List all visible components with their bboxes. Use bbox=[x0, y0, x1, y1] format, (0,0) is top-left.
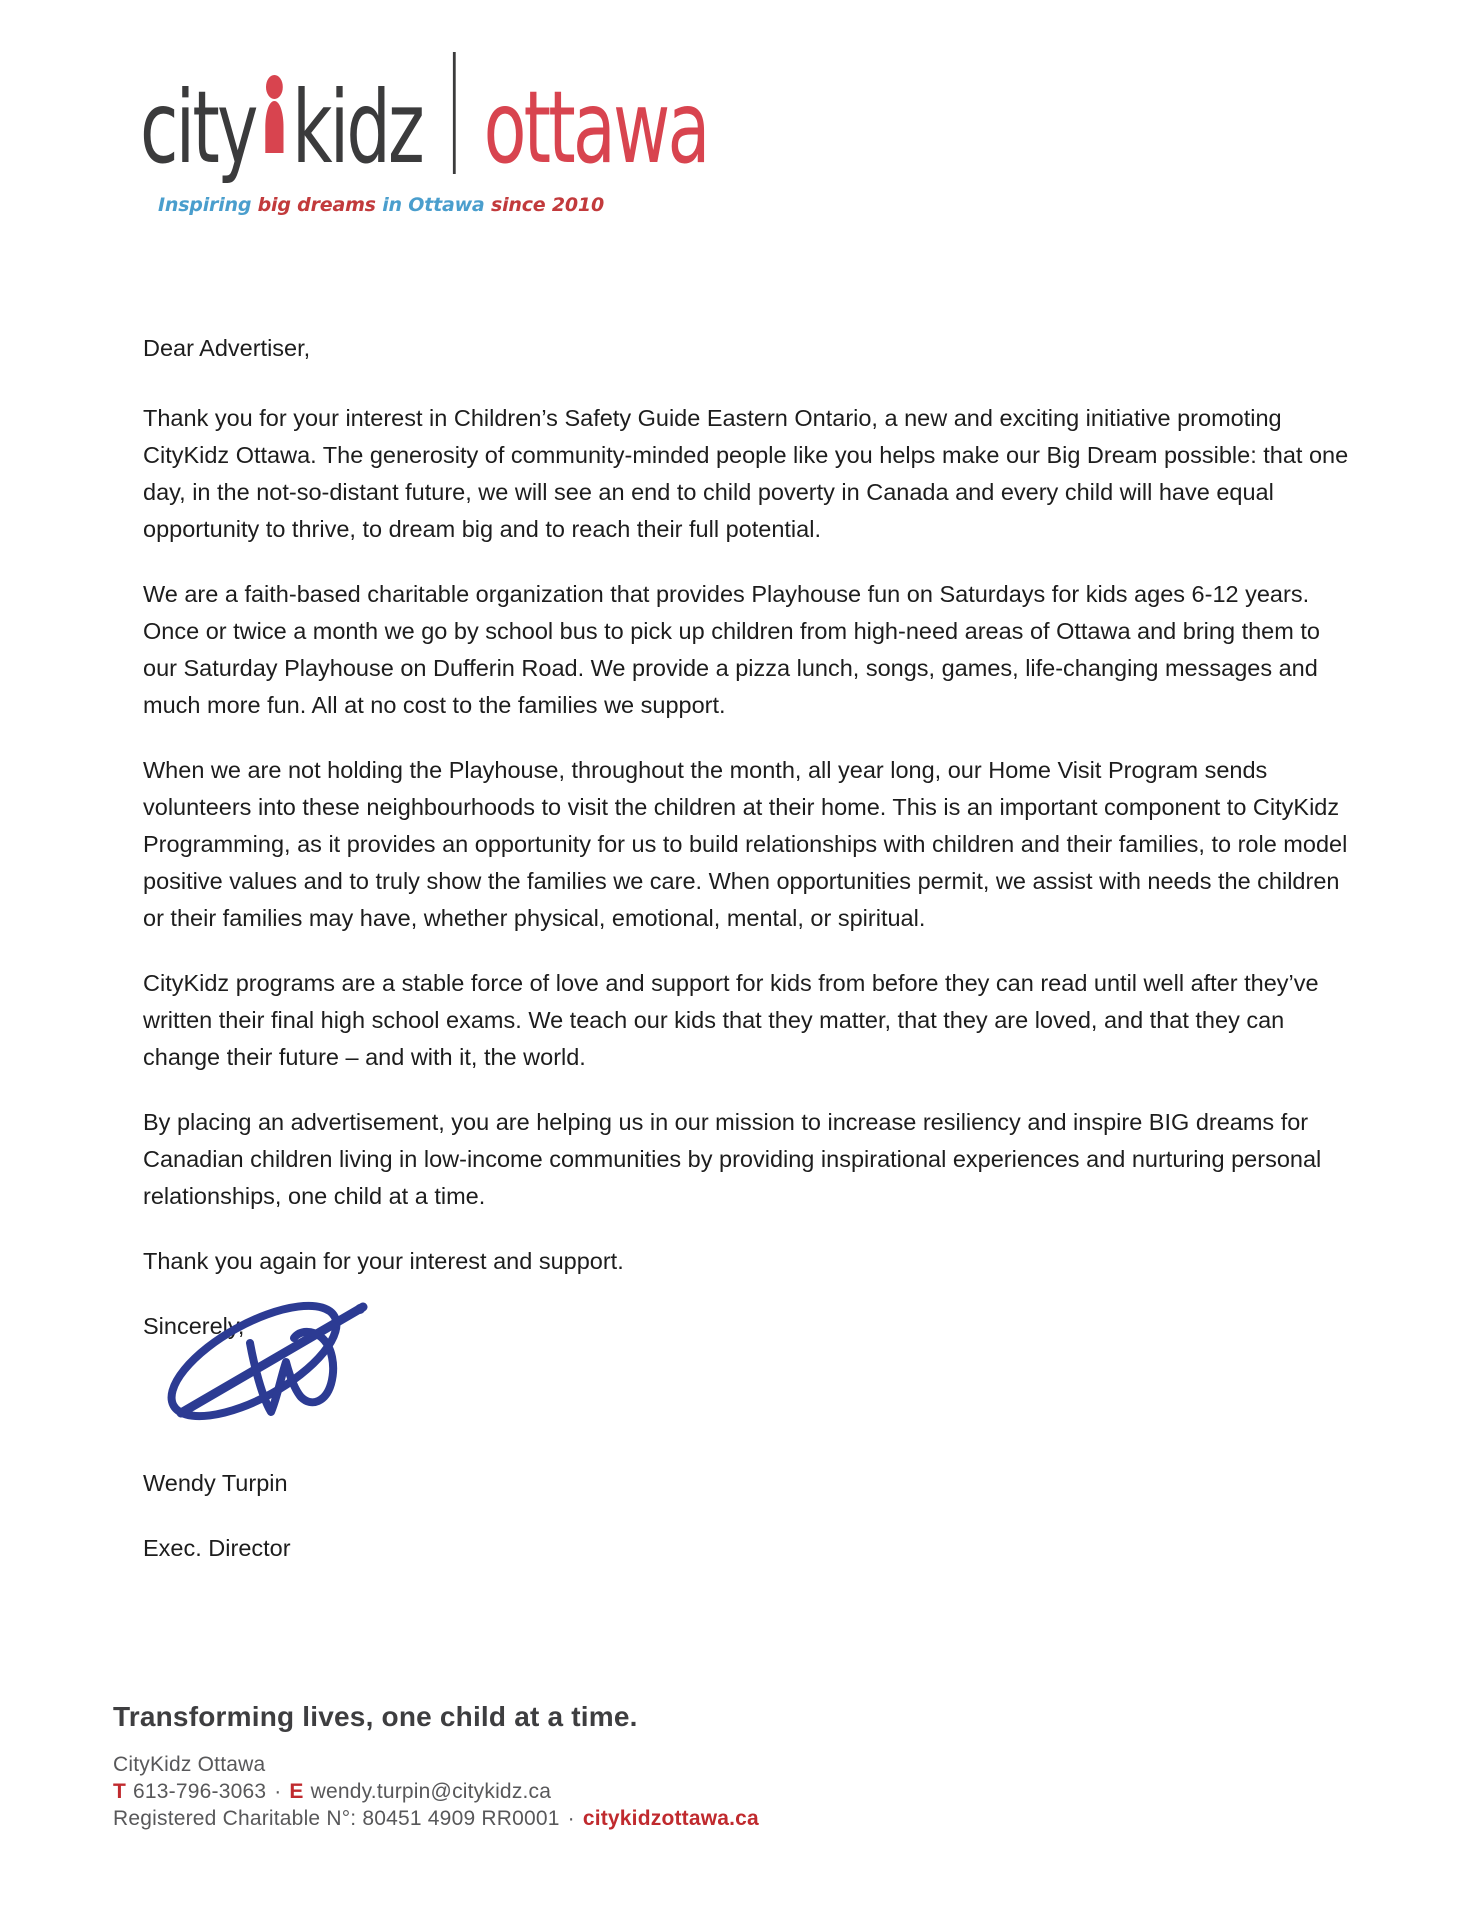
logo-city-text: city bbox=[140, 69, 256, 186]
logo-divider bbox=[453, 52, 456, 174]
tagline-part-3: in Ottawa bbox=[382, 194, 491, 216]
person-icon bbox=[259, 75, 290, 158]
signature-block bbox=[143, 1345, 1355, 1465]
separator-dot: · bbox=[274, 1780, 282, 1803]
footer bbox=[113, 1700, 759, 1832]
paragraph-2: We are a faith-based charitable organization that provides Playhouse fun on Saturdays for kids ages 6-12 years. Once or twice a month we go by school bus to pick up children from high-need areas of Ottawa and bring them to our Saturday Playhouse on Dufferin Road. We provide a pizza lunch, songs, games, life-changing messages and much more fun. All at no cost to the families we support. bbox=[143, 581, 1320, 718]
salutation: Dear Advertiser, bbox=[143, 335, 311, 361]
phone-number: 613-796-3063 bbox=[133, 1780, 267, 1803]
tagline-part-4: since 2010 bbox=[490, 194, 604, 216]
closing: Sincerely, bbox=[143, 1313, 245, 1339]
separator-dot: · bbox=[567, 1807, 575, 1830]
logo-tagline bbox=[140, 194, 951, 216]
signer-name: Wendy Turpin bbox=[143, 1470, 288, 1496]
signer-title: Exec. Director bbox=[143, 1535, 291, 1561]
charity-number: Registered Charitable N°: 80451 4909 RR0001 bbox=[113, 1807, 560, 1830]
signature-image bbox=[139, 1285, 429, 1485]
footer-tagline: Transforming lives, one child at a time. bbox=[113, 1701, 638, 1732]
paragraph-6: Thank you again for your interest and support. bbox=[143, 1248, 624, 1274]
tagline-part-2: big dreams bbox=[257, 194, 383, 216]
paragraph-4: CityKidz programs are a stable force of love and support for kids from before they can read until well after they’ve written their final high school exams. We teach our kids that they matter, that they are loved, and that they can change their future – and with it, the world. bbox=[143, 970, 1319, 1070]
letterhead bbox=[140, 52, 951, 216]
org-name: CityKidz Ottawa bbox=[113, 1753, 266, 1776]
logo-kidz-text: kidz bbox=[292, 69, 422, 186]
email-address[interactable]: wendy.turpin@citykidz.ca bbox=[310, 1780, 552, 1803]
email-label: E bbox=[289, 1780, 304, 1803]
tagline-part-1: Inspiring bbox=[158, 194, 258, 216]
logo-region-text: ottawa bbox=[483, 69, 708, 186]
citykidz-ottawa-logo bbox=[140, 52, 708, 186]
paragraph-3: When we are not holding the Playhouse, throughout the month, all year long, our Home Visit Program sends volunteers into these neighbourhoods to visit the children at their home. This is an important component to CityKidz Programming, as it provides an opportunity for us to build relationships with children and their families, to role model positive values and to truly show the families we care. When opportunities permit, we assist with needs the children or their families may have, whether physical, emotional, mental, or spiritual. bbox=[143, 757, 1348, 931]
website-link[interactable]: citykidzottawa.ca bbox=[582, 1807, 759, 1830]
phone-label: T bbox=[113, 1780, 127, 1803]
contact-line bbox=[113, 1778, 759, 1805]
paragraph-1: Thank you for your interest in Children’s Safety Guide Eastern Ontario, a new and exciting initiative promoting CityKidz Ottawa. The generosity of community-minded people like you helps make our Big Dream possible: that one day, in the not-so-distant future, we will see an end to child poverty in Canada and every child will have equal opportunity to thrive, to dream big and to reach their full potential. bbox=[143, 405, 1349, 542]
letter-body bbox=[143, 330, 1355, 1595]
charity-line bbox=[113, 1805, 759, 1832]
paragraph-5: By placing an advertisement, you are helping us in our mission to increase resiliency and inspire BIG dreams for Canadian children living in low-income communities by providing inspirational experiences and nurturing personal relationships, one child at a time. bbox=[143, 1109, 1322, 1209]
